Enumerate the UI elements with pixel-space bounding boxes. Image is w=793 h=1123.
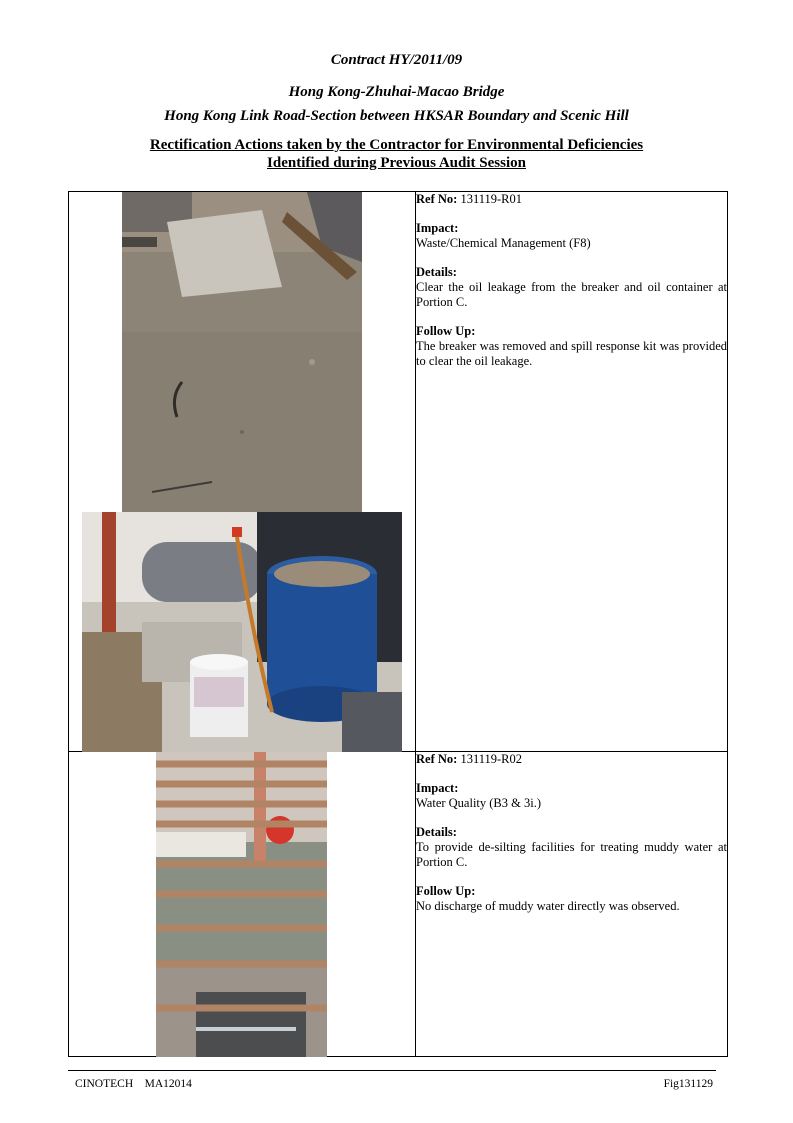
contract-number: Contract HY/2011/09 (330, 52, 463, 68)
footer-figure-ref: Fig131129 (663, 1078, 713, 1090)
impact-value: Waste/Chemical Management (F8) (416, 236, 591, 250)
project-name: Hong Kong-Zhuhai-Macao Bridge (288, 84, 505, 100)
photo-cell (69, 192, 416, 752)
table-row (69, 192, 728, 752)
page-title-line2: Identified during Previous Audit Session (267, 155, 526, 171)
details-value: Clear the oil leakage from the breaker and oil container at Portion C. (416, 280, 727, 309)
ref-label: Ref No: (416, 192, 458, 206)
details-label: Details: (416, 825, 457, 839)
project-section: Hong Kong Link Road-Section between HKSAR Boundary and Scenic Hill (164, 108, 629, 124)
ref-number: 131119-R01 (460, 192, 523, 206)
impact-label: Impact: (416, 781, 459, 795)
details-label: Details: (416, 265, 457, 279)
page-title-line1: Rectification Actions taken by the Contractor for Environmental Deficiencies (149, 137, 644, 153)
followup-value: The breaker was removed and spill response kit was provided to clear the oil leakage. (416, 339, 727, 368)
record-1-details (416, 192, 728, 752)
record-2-details (416, 752, 728, 1057)
impact-value: Water Quality (B3 & 3i.) (416, 796, 542, 810)
site-ground-photo (122, 192, 362, 512)
footer-company-ref: CINOTECH MA12014 (75, 1078, 192, 1090)
footer-divider (68, 1070, 716, 1071)
details-value: To provide de-silting facilities for treating muddy water at Portion C. (416, 840, 727, 869)
followup-label: Follow Up: (416, 884, 476, 898)
rectification-table (68, 191, 728, 1057)
oil-drum-photo (82, 512, 402, 752)
photo-cell (69, 752, 416, 1057)
ref-label: Ref No: (416, 752, 458, 766)
rebar-desilting-photo (156, 752, 327, 1057)
followup-label: Follow Up: (416, 324, 476, 338)
impact-label: Impact: (416, 221, 459, 235)
table-row (69, 752, 728, 1057)
followup-value: No discharge of muddy water directly was observed. (416, 899, 680, 913)
ref-number: 131119-R02 (460, 752, 523, 766)
